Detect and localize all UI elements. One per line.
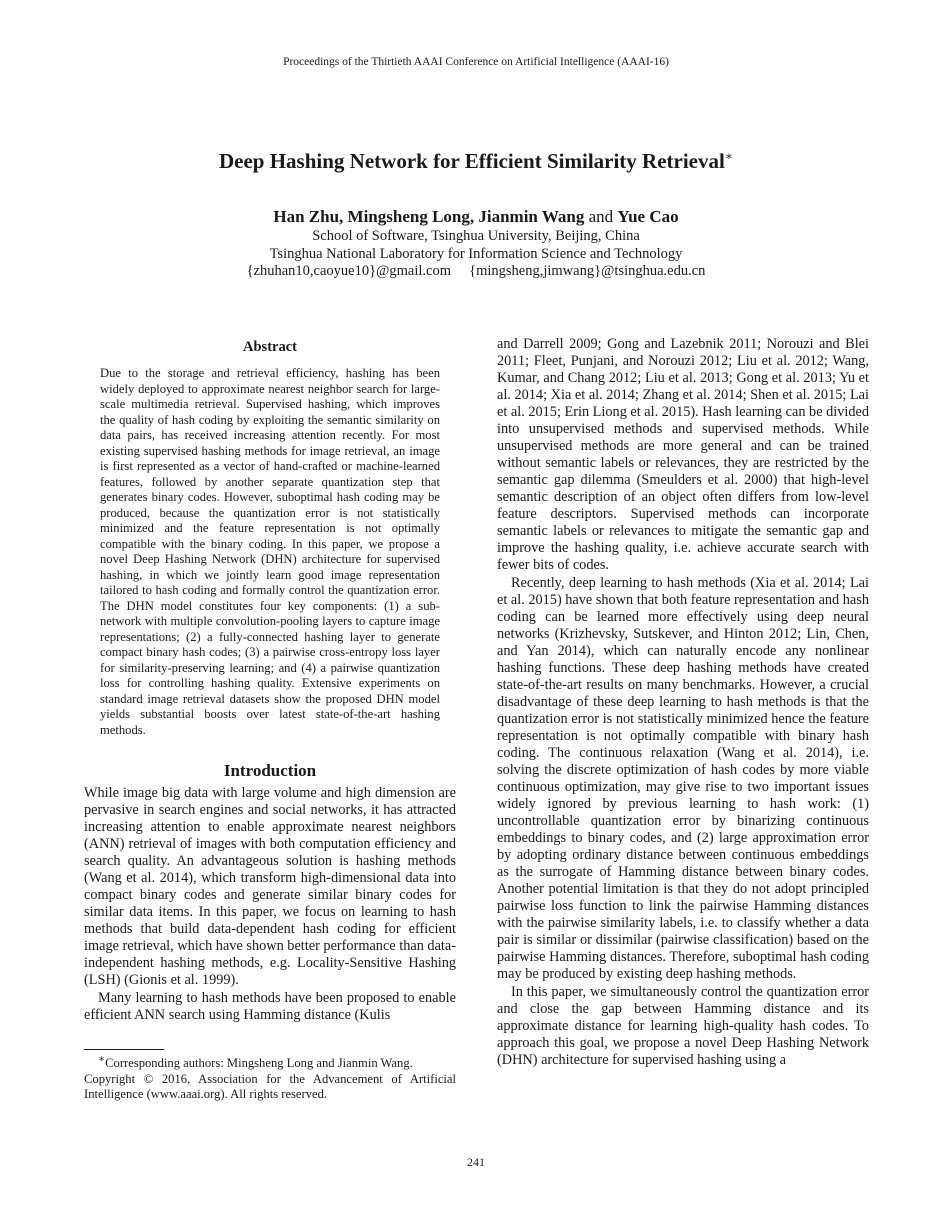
abstract-heading: Abstract bbox=[243, 339, 297, 355]
authors-and: and bbox=[588, 207, 614, 226]
author-block bbox=[0, 206, 952, 281]
footnote-line-1 bbox=[84, 1052, 456, 1072]
intro-paragraph-2-continued: and Darrell 2009; Gong and Lazebnik 2011; Norouzi and Blei 2011; Fleet, Punjani, and Norouzi 2012; Liu et al. 2012; Wang, Kumar, and Chang 2012; Liu et al. 2013; Gong et al. 2013; Yu et al. 2014; Xia et al. 2014; Zhang et al. 2014; Shen et al. 2015; Lai et al. 2015; Erin Liong et al. 2015). Hash learning can be divided into unsupervised methods and supervised methods. While unsupervised methods are more general and can be trained without semantic labels or relevances, they are restricted by the semantic gap dilemma (Smeulders et al. 2000) that high-level semantic description of an object often differs from low-level feature descriptors. Supervised methods can incorporate semantic labels or relevances to mitigate the semantic gap and improve the hashing quality, i.e. achieve accurate search with fewer bits of codes. bbox=[497, 336, 870, 573]
affiliation-2: Tsinghua National Laboratory for Information Science and Technology bbox=[269, 245, 683, 262]
intro-paragraph-4: In this paper, we simultaneously control the quantization error and close the gap between Hamming distance and its approximate distance for learning high-quality hash codes. To approach this goal, we propose a novel Deep Hashing Network (DHN) architecture for supervised hashing using a bbox=[497, 984, 869, 1068]
paper-title-text: Deep Hashing Network for Efficient Similarity Retrieval bbox=[218, 149, 725, 173]
intro-paragraph-3: Recently, deep learning to hash methods (Xia et al. 2014; Lai et al. 2015) have shown that both feature representation and hash coding can be learned more effectively using deep neural networks (Krizhevsky, Sutskever, and Hinton 2012; Lin, Chen, and Yan 2014), which can naturally encode any nonlinear hashing functions. These deep hashing methods have created state-of-the-art results on many benchmarks. However, a crucial disadvantage of these deep learning to hash methods is that the quantization error is not statistically minimized hence the feature representation is not optimally compatible with binary hash coding. The continuous relaxation (Wang et al. 2014), i.e. solving the discrete optimization of hash codes by more viable continuous optimization, may give rise to two important issues widely ignored by previous learning to hash work: (1) uncontrollable quantization error by binarizing continuous embeddings to binary codes, and (2) large approximation error by adopting ordinary distance between continuous embeddings as the surrogate of Hamming distance between binary codes. Another potential limitation is that they do not adopt principled pairwise loss function to link the pairwise Hamming distances with the pairwise similarity labels, i.e. to classify whether a data pair is similar or dissimilar (pairwise classification) based on the pairwise Hamming distances. Therefore, suboptimal hash coding may be produced by existing deep hashing methods. bbox=[497, 575, 869, 982]
authors-main: Han Zhu, Mingsheng Long, Jianmin Wang bbox=[273, 207, 585, 226]
paper-title bbox=[0, 149, 952, 174]
right-column bbox=[497, 336, 869, 1069]
affiliation-1: School of Software, Tsinghua University, Beijing, China bbox=[312, 228, 640, 244]
intro-paragraph-1: While image big data with large volume and high dimension are pervasive in search engines and social networks, it has attracted increasing attention to enable approximate nearest neighbors (ANN) retrieval of images with both computation efficiency and search quality. An advantageous solution is hashing methods (Wang et al. 2014), which transform high-dimensional data into compact binary codes and generate similar binary codes for similar data items. In this paper, we focus on learning to hash methods that build data-dependent hash coding for efficient image retrieval, which have shown better performance than data-independent hashing methods, e.g. Locality-Sensitive Hashing (LSH) (Gionis et al. 1999). bbox=[84, 785, 456, 988]
abstract-text: Due to the storage and retrieval efficiency, hashing has been widely deployed to approximate nearest neighbor search for large-scale multimedia retrieval. Supervised hashing, which improves the quality of hash coding by exploiting the semantic similarity on data pairs, has received increasing attention recently. For most existing supervised hashing methods for image retrieval, an image is first represented as a vector of hand-crafted or machine-learned features, followed by another separate quantization step that generates binary codes. However, suboptimal hash coding may be produced, because the quantization error is not statistically minimized and the feature representation is not optimally compatible with the binary coding. In this paper, we propose a novel Deep Hashing Network (DHN) architecture for supervised hashing, in which we jointly learn good image representation tailored to hash coding and formally control the quantization error. The DHN model constitutes four key components: (1) a sub-network with multiple convolution-pooling layers to capture image representations; (2) a fully-connected hashing layer to generate compact binary hash codes; (3) a pairwise cross-entropy loss layer for similarity-preserving learning; and (4) a pairwise quantization loss for controlling hashing quality. Extensive experiments on standard image retrieval datasets show the proposed DHN model yields substantial boosts over latest state-of-the-art hashing methods. bbox=[100, 366, 440, 737]
footnote-corresponding: Corresponding authors: Mingsheng Long and Jianmin Wang. bbox=[105, 1056, 413, 1071]
footnote-mark: ∗ bbox=[98, 1054, 106, 1065]
footnote bbox=[84, 1052, 456, 1103]
left-column bbox=[84, 336, 456, 1024]
author-list bbox=[0, 206, 952, 228]
email-2: {mingsheng,jimwang}@tsinghua.edu.cn bbox=[469, 263, 706, 279]
footnote-copyright: Copyright © 2016, Association for the Advancement of Artificial Intelligence (www.aaai.org). All rights reserved. bbox=[84, 1071, 456, 1102]
authors-last: Yue Cao bbox=[617, 207, 679, 226]
introduction-heading: Introduction bbox=[223, 761, 317, 780]
intro-paragraph-2: Many learning to hash methods have been proposed to enable efficient ANN search using Hamming distance (Kulis bbox=[84, 990, 456, 1023]
page-number: 241 bbox=[467, 1155, 485, 1169]
footnote-rule bbox=[84, 1049, 164, 1050]
proceedings-header: Proceedings of the Thirtieth AAAI Conference on Artificial Intelligence (AAAI-16) bbox=[283, 56, 669, 68]
email-1: {zhuhan10,caoyue10}@gmail.com bbox=[246, 263, 451, 279]
title-footnote-mark: ∗ bbox=[724, 149, 733, 163]
author-emails bbox=[0, 263, 952, 281]
